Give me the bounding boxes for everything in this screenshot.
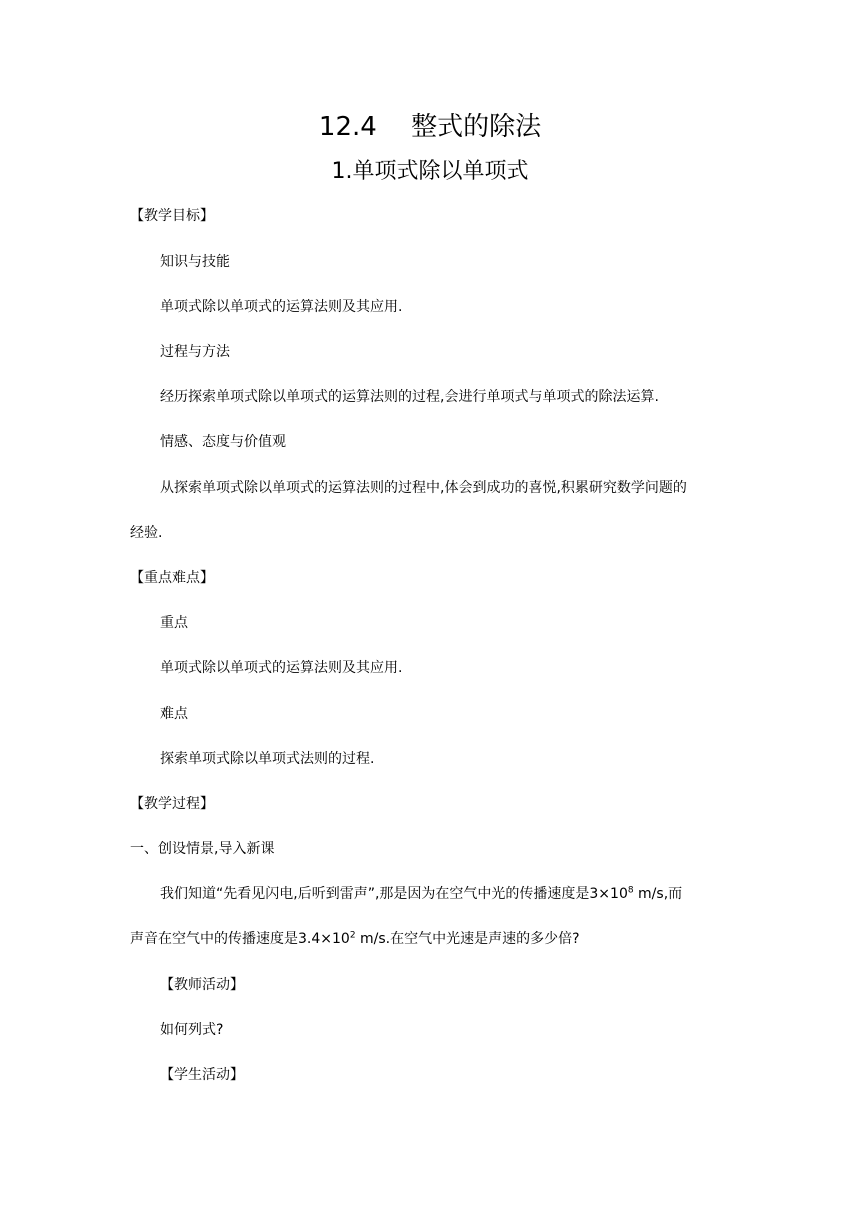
section-one-heading: 一、创设情景,导入新课	[130, 841, 275, 857]
question-line1-text: 我们知道“先看见闪电,后听到雷声”,那是因为在空气中光的传播速度是3×10	[160, 886, 628, 902]
teaching-process-heading: 【教学过程】	[130, 796, 214, 812]
process-method-heading: 过程与方法	[160, 344, 230, 360]
objectives-heading: 【教学目标】	[130, 208, 214, 224]
page-title: 12.4 整式的除法	[318, 112, 542, 142]
exponent-2: 2	[349, 930, 356, 941]
question-line2-rest: m/s.在空气中光速是声速的多少倍?	[355, 931, 580, 947]
emotion-text-line1: 从探索单项式除以单项式的运算法则的过程中,体会到成功的喜悦,积累研究数学问题的	[160, 480, 687, 496]
question-line2	[130, 929, 580, 949]
question-line1-unit: m/s,而	[633, 886, 683, 902]
knowledge-text: 单项式除以单项式的运算法则及其应用.	[160, 299, 403, 315]
question-line1	[160, 884, 682, 904]
process-method-text: 经历探索单项式除以单项式的运算法则的过程,会进行单项式与单项式的除法运算.	[160, 389, 659, 405]
key-text: 单项式除以单项式的运算法则及其应用.	[160, 660, 403, 676]
question-line2-text: 声音在空气中的传播速度是3.4×10	[130, 931, 350, 947]
teacher-activity-text: 如何列式?	[160, 1022, 224, 1038]
knowledge-heading: 知识与技能	[160, 254, 230, 270]
keypoints-heading: 【重点难点】	[130, 570, 214, 586]
teacher-activity-heading: 【教师活动】	[160, 977, 244, 993]
emotion-heading: 情感、态度与价值观	[160, 434, 286, 450]
student-activity-heading: 【学生活动】	[160, 1067, 244, 1083]
difficulty-text: 探索单项式除以单项式法则的过程.	[160, 751, 375, 767]
page-subtitle: 1.单项式除以单项式	[331, 159, 529, 184]
exponent-8: 8	[627, 885, 634, 896]
difficulty-heading: 难点	[160, 706, 188, 722]
emotion-text-line2: 经验.	[130, 525, 163, 541]
key-heading: 重点	[160, 615, 188, 631]
